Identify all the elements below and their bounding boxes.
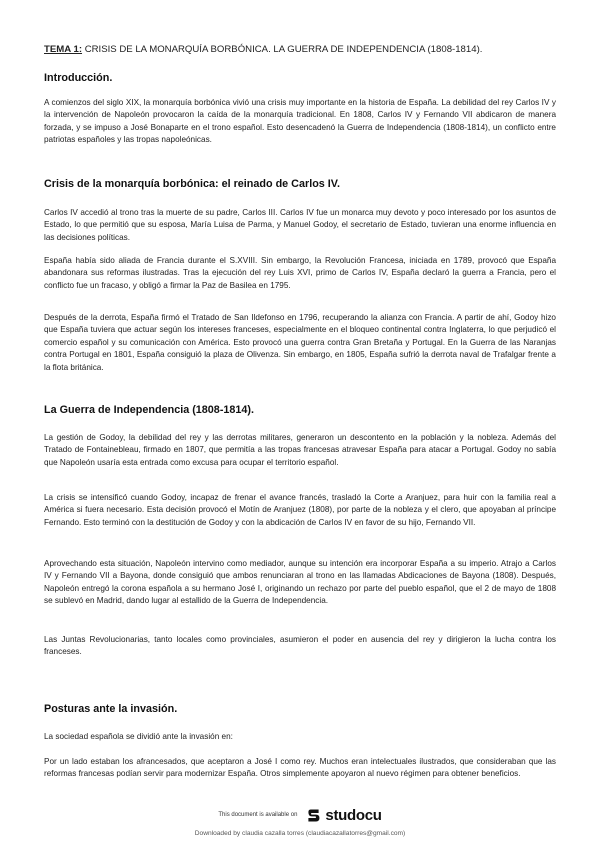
paragraph-posturas-2: Por un lado estaban los afrancesados, que aceptaron a José I como rey. Muchos eran intelectuales ilustrados, que consideraban que las reformas francesas podían servir para modernizar España. Otros simplemente apoyaron al nuevo régimen para obtener beneficios.	[44, 757, 556, 779]
title-text: CRISIS DE LA MONARQUÍA BORBÓNICA. LA GUERRA DE INDEPENDENCIA (1808-1814).	[82, 44, 483, 55]
heading-guerra: La Guerra de Independencia (1808-1814).	[44, 404, 255, 416]
download-attribution: Downloaded by claudia cazalla torres (claudiacazallatorres@gmail.com)	[194, 830, 406, 837]
heading-introduccion: Introducción.	[44, 72, 113, 84]
document-title	[44, 44, 564, 56]
paragraph-crisis-3: Después de la derrota, España firmó el Tratado de San Ildefonso en 1796, recuperando la alianza con Francia. A partir de ahí, Godoy hizo que España tuviera que actuar según los intereses franceses, especialmente en el bloqueo continental contra Inglaterra, lo que perjudicó el comercio español y su comunicación con América. Esto provocó una guerra contra Gran Bretaña y Portugal. En la Guerra de las Naranjas contra Portugal en 1801, España consiguió la plaza de Olivenza. Sin embargo, en 1805, España sufrió la derrota naval de Trafalgar frente a la flota británica.	[44, 313, 556, 372]
heading-posturas: Posturas ante la invasión.	[44, 703, 178, 715]
studocu-banner[interactable]	[0, 804, 600, 826]
heading-crisis: Crisis de la monarquía borbónica: el reinado de Carlos IV.	[44, 178, 340, 190]
title-label: TEMA 1:	[44, 44, 83, 55]
paragraph-posturas-1: La sociedad española se dividió ante la invasión en:	[44, 732, 233, 741]
paragraph-intro-1: A comienzos del siglo XIX, la monarquía borbónica vivió una crisis muy importante en la historia de España. La debilidad del rey Carlos IV y la intervención de Napoleón provocaron la caída de la monarquía tradicional. En 1808, Carlos IV y Fernando VII abdicaron de manera forzada, y se impuso a José Bonaparte en el trono español. Esto desencadenó la Guerra de Independencia (1808-1814), un conflicto entre patriotas españoles y las tropas napoleónicas.	[44, 98, 556, 145]
paragraph-guerra-4: Las Juntas Revolucionarias, tanto locales como provinciales, asumieron el poder en ausencia del rey y dirigieron la lucha contra los franceses.	[44, 635, 556, 657]
paragraph-guerra-2: La crisis se intensificó cuando Godoy, incapaz de frenar el avance francés, trasladó la Corte a Aranjuez, para huir con la familia real a América si fuera necesario. Esta decisión provocó el Motín de Aranjuez (1808), por parte de la nobleza y el clero, que apoyaban al príncipe Fernando. Esto terminó con la destitución de Godoy y con la abdicación de Carlos IV en favor de su hijo, Fernando VII.	[44, 493, 556, 527]
paragraph-guerra-1: La gestión de Godoy, la debilidad del rey y las derrotas militares, generaron un descontento en la población y la nobleza. Además del Tratado de Fontainebleau, firmado en 1807, que permitía a las tropas francesas atravesar España para atacar a Portugal. Godoy no sabía que Napoleón usaría esta entrada como excusa para ocupar el territorio español.	[44, 433, 556, 467]
paragraph-crisis-1: Carlos IV accedió al trono tras la muerte de su padre, Carlos III. Carlos IV fue un monarca muy devoto y poco interesado por los asuntos de Estado, lo que permitió que su esposa, María Luisa de Parma, y Manuel Godoy, el secretario de Estado, tuvieran una enorme influencia en las decisiones políticas.	[44, 208, 556, 242]
studocu-brand-name: studocu	[325, 806, 382, 824]
paragraph-crisis-2: España había sido aliada de Francia durante el S.XVIII. Sin embargo, la Revolución Francesa, iniciada en 1789, provocó que España abandonara sus reformas ilustradas. Tras la ejecución del rey Luis XVI, primo de Carlos IV, España declaró la guerra a Francia, pero el conflicto fue un fracaso, y obligó a firmar la Paz de Basilea en 1795.	[44, 256, 556, 290]
available-on-text: This document is available on	[218, 812, 298, 818]
studocu-logo-icon	[305, 807, 322, 824]
studocu-brand[interactable]	[305, 807, 381, 824]
paragraph-guerra-3: Aprovechando esta situación, Napoleón intervino como mediador, aunque su intención era incorporar España a su imperio. Atrajo a Carlos IV y Fernando VII a Bayona, donde consiguió que ambos renunciaran al trono en las llamadas Abdicaciones de Bayona (1808). Después, Napoleón entregó la corona española a su hermano José I, originando un rechazo por parte del pueblo español, que el 2 de mayo de 1808 se sublevó en Madrid, dando lugar al estallido de la Guerra de Independencia.	[44, 559, 556, 606]
